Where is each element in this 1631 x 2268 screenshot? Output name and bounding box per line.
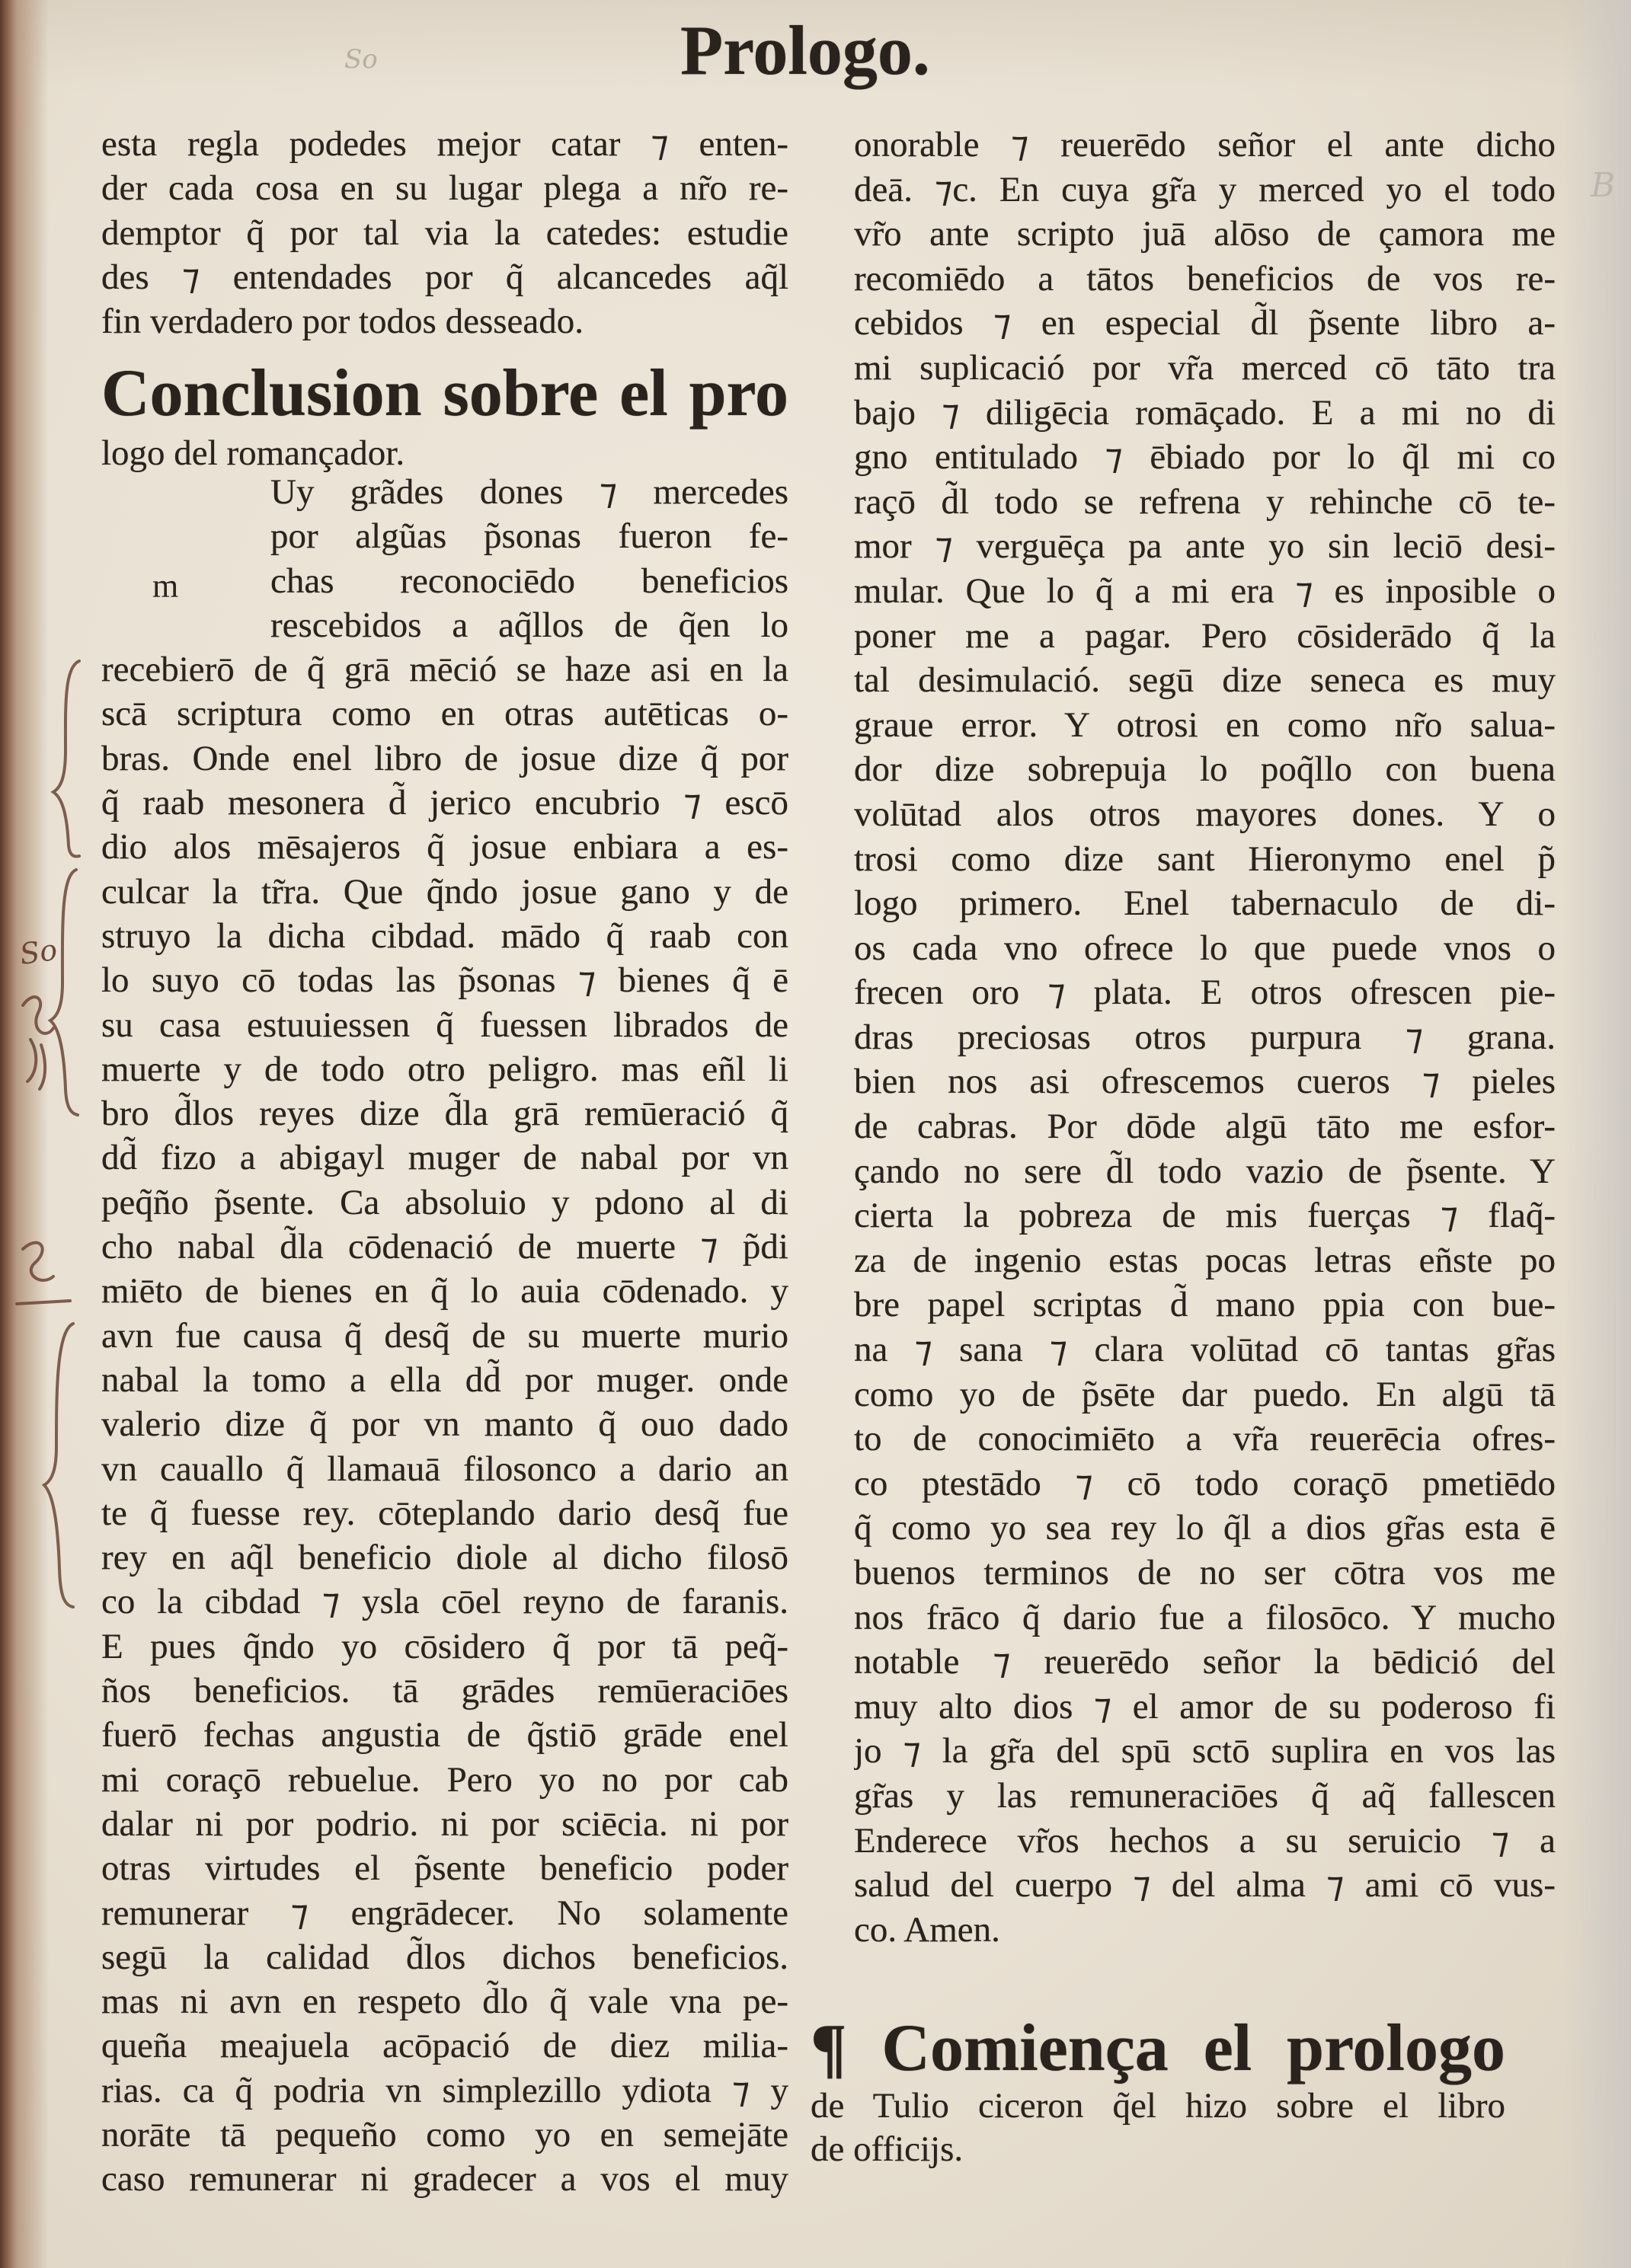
text-line: mi suplicació por vr̃a merced cō tāto tra <box>854 347 1556 388</box>
text-line: por algũas p̃sonas fueron fe- <box>270 516 788 557</box>
text-line: recebierō de q̃ grā mēció se haze asi en la <box>101 650 788 690</box>
text-line: cebidos ⁊ en especial d̃l p̃sente libro a- <box>854 303 1556 343</box>
text-line: gr̃as y las remuneraciōes q̃ aq̃ fallescen <box>854 1775 1556 1816</box>
right-column-body <box>854 123 1556 1952</box>
text-line: logo primero. Enel tabernaculo de di- <box>854 883 1556 924</box>
text-line: valerio dize q̃ por vn manto q̃ ouo dado <box>101 1404 788 1445</box>
text-line: raçō d̃l todo se refrena y rehinche cō te- <box>854 481 1556 522</box>
text-line: gno entitulado ⁊ ēbiado por lo q̃l mi co <box>854 437 1556 478</box>
text-line: norāte tā pequeño como yo en semejāte <box>101 2114 788 2155</box>
text-line: de Tulio ciceron q̃el hizo sobre el libro <box>811 2086 1505 2126</box>
text-line: os cada vno ofrece lo que puede vnos o <box>854 928 1556 968</box>
text-line: segū la calidad d̃los dichos beneficios. <box>101 1937 788 1977</box>
text-line: dio alos mēsajeros q̃ josue enbiara a es- <box>101 827 788 867</box>
text-line: E pues q̃ndo yo cōsidero q̃ por tā peq̃- <box>101 1626 788 1666</box>
text-line: za de ingenio estas pocas letras eñste po <box>854 1240 1556 1280</box>
text-line: nabal la tomo a ella dd̃ por muger. onde <box>101 1359 788 1400</box>
left-column-body <box>101 470 788 2202</box>
text-line: como yo de p̃sēte dar puedo. En algū tā <box>854 1374 1556 1414</box>
text-line: dd̃ fizo a abigayl muger de nabal por vn <box>101 1138 788 1178</box>
text-line: avn fue causa q̃ desq̃ de su muerte murio <box>101 1315 788 1356</box>
marginal-note-left: So <box>18 932 59 972</box>
text-line: cierta la pobreza de mis fuerças ⁊ flaq̃- <box>854 1196 1556 1236</box>
running-head: Prologo. <box>680 11 930 89</box>
text-line: dor dize sobrepuja lo poq̃llo con buena <box>854 749 1556 790</box>
text-line: otras virtudes el p̃sente beneficio poder <box>101 1848 788 1889</box>
text-line: te q̃ fuesse rey. cōteplando dario desq̃ fue <box>101 1493 788 1533</box>
text-line: onorable ⁊ reuerēdo señor el ante dicho <box>854 125 1556 165</box>
text-line: deā. ⁊c. En cuya gr̃a y merced yo el todo <box>854 169 1556 209</box>
text-line: dalar ni por podrio. ni por sciēcia. ni por <box>101 1803 788 1844</box>
text-line: Enderece vr̃os hechos a su seruicio ⁊ a <box>854 1820 1556 1861</box>
text-line: dras preciosas otros purpura ⁊ grana. <box>854 1017 1556 1057</box>
text-line: rias. ca q̃ podria vn simplezillo ydiota ⁊ y <box>101 2070 788 2110</box>
text-line: miēto de bienes en q̃ lo auia cōdenado. y <box>101 1271 788 1311</box>
text-line: na ⁊ sana ⁊ clara volūtad cō tantas gr̃as <box>854 1330 1556 1370</box>
text-line: mor ⁊ verguēça pa ante yo sin leciō desi- <box>854 526 1556 567</box>
section-heading-conclusion: Conclusion sobre el pro <box>101 356 788 430</box>
text-line: co. Amen. <box>854 1909 1000 1950</box>
text-line: poner me a pagar. Pero cōsiderādo q̃ la <box>854 615 1556 656</box>
marginal-note-top: So <box>344 44 378 75</box>
text-line: q̃ raab mesonera d̃ jerico encubrio ⁊ escō <box>101 783 788 823</box>
text-line: der cada cosa en su lugar plega a nr̃o re- <box>101 168 788 209</box>
marginal-bracket <box>44 1324 73 1607</box>
section-heading-continuation: logo del romançador. <box>101 433 405 473</box>
text-line: bre papel scriptas d̃ mano ppia con bue- <box>854 1285 1556 1325</box>
text-line: muerte y de todo otro peligro. mas eñl li <box>101 1049 788 1089</box>
text-line: bien nos asi ofrescemos cueros ⁊ pieles <box>854 1062 1556 1102</box>
text-line: lo suyo cō todas las p̃sonas ⁊ bienes q̃ ē <box>101 960 788 1001</box>
text-line: mas ni avn en respeto d̃lo q̃ vale vna pe- <box>101 1982 788 2022</box>
text-line: rey en aq̃l beneficio diole al dicho filosō <box>101 1538 788 1578</box>
text-line: buenos terminos de no ser cōtra vos me <box>854 1553 1556 1592</box>
text-line: chas reconociēdo beneficios <box>270 561 788 601</box>
text-line: demptor q̃ por tal via la catedes: estudie <box>101 212 788 253</box>
text-line: co la cibdad ⁊ ysla cōel reyno de faranis. <box>101 1582 788 1622</box>
text-line: scā scriptura como en otras autēticas o- <box>101 694 788 734</box>
text-line: çando no sere d̃l todo vazio de p̃sente. Y <box>854 1151 1556 1191</box>
text-line: q̃ como yo sea rey lo q̃l a dios gr̃as esta ē <box>854 1508 1556 1548</box>
section-heading-prologo-tulio: ¶ Comiença el prologo <box>811 2011 1505 2085</box>
text-line: des ⁊ entendades por q̃ alcancedes aq̃l <box>101 257 788 297</box>
text-line: de officijs. <box>811 2129 964 2169</box>
marginal-bracket <box>53 661 79 856</box>
text-line: fuerō fechas angustia de q̃stiō grāde enel <box>101 1715 788 1755</box>
text-line: notable ⁊ reuerēdo señor la bēdició del <box>854 1642 1556 1682</box>
guide-letter: m <box>152 567 179 605</box>
section-heading-subtitle <box>811 2084 1505 2171</box>
marginal-bracket <box>50 870 78 1115</box>
text-line: graue error. Y otrosi en como nr̃o salua- <box>854 704 1556 745</box>
marginal-scribble <box>17 1243 70 1304</box>
text-line: recomiēdo a tātos beneficios de vos re- <box>854 258 1556 299</box>
marginal-note-edge: B <box>1591 166 1616 205</box>
text-line: frecen oro ⁊ plata. E otros ofrescen pie- <box>854 973 1556 1013</box>
text-line: vr̃o ante scripto juā alōso de çamora me <box>854 214 1556 254</box>
text-line: esta regla podedes mejor catar ⁊ enten- <box>101 124 788 164</box>
text-line: bajo ⁊ diligēcia romāçado. E a mi no di <box>854 392 1556 433</box>
text-line: nos frāco q̃ dario fue a filosōco. Y mucho <box>854 1597 1556 1637</box>
text-line: trosi como dize sant Hieronymo enel p̃ <box>854 839 1556 879</box>
text-line: to de conocimiēto a vr̃a reuerēcia ofres- <box>854 1419 1556 1459</box>
text-line: mi coraçō rebuelue. Pero yo no por cab <box>101 1759 788 1800</box>
text-line: cho nabal d̃la cōdenació de muerte ⁊ p̃di <box>101 1227 788 1267</box>
text-line: caso remunerar ni gradecer a vos el muy <box>101 2159 788 2199</box>
text-line: remunerar ⁊ engrādecer. No solamente <box>101 1893 788 1933</box>
text-line: bras. Onde enel libro de josue dize q̃ por <box>101 738 788 778</box>
text-line: muy alto dios ⁊ el amor de su poderoso fi <box>854 1686 1556 1727</box>
text-line: queña meajuela acōpació de diez milia- <box>101 2026 788 2066</box>
text-line: peq̃ño p̃sente. Ca absoluio y pdono al di <box>101 1182 788 1222</box>
text-line: de cabras. Por dōde algū tāto me esfor- <box>854 1107 1556 1147</box>
text-line: culcar la tr̃ra. Que q̃ndo josue gano y de <box>101 871 788 912</box>
left-column-opening-lines <box>101 122 788 343</box>
text-line: co ptestādo ⁊ cō todo coraçō pmetiēdo <box>854 1463 1556 1503</box>
text-line: Uy grãdes dones ⁊ mercedes <box>270 472 788 512</box>
text-line: bro d̃los reyes dize d̃la grā remūeració q̃ <box>101 1094 788 1134</box>
text-line: su casa estuuiessen q̃ fuessen librados de <box>101 1005 788 1045</box>
text-line: volūtad alos otros mayores dones. Y o <box>854 794 1556 834</box>
text-line: fin verdadero por todos desseado. <box>101 302 584 342</box>
text-line: struyo la dicha cibdad. mādo q̃ raab con <box>101 915 788 956</box>
marginal-scribble <box>23 997 53 1089</box>
text-line: vn cauallo q̃ llamauā filosonco a dario an <box>101 1449 788 1489</box>
text-line: rescebidos a aq̃llos de q̃en lo <box>270 605 788 645</box>
text-line: mular. Que lo q̃ a mi era ⁊ es inposible o <box>854 570 1556 611</box>
text-line: salud del cuerpo ⁊ del alma ⁊ ami cō vus- <box>854 1865 1556 1905</box>
text-line: ños beneficios. tā grādes remūeraciōes <box>101 1671 788 1711</box>
text-line: jo ⁊ la gr̃a del spū sctō suplira en vos las <box>854 1731 1556 1771</box>
text-line: tal desimulació. segū dize seneca es muy <box>854 660 1556 701</box>
